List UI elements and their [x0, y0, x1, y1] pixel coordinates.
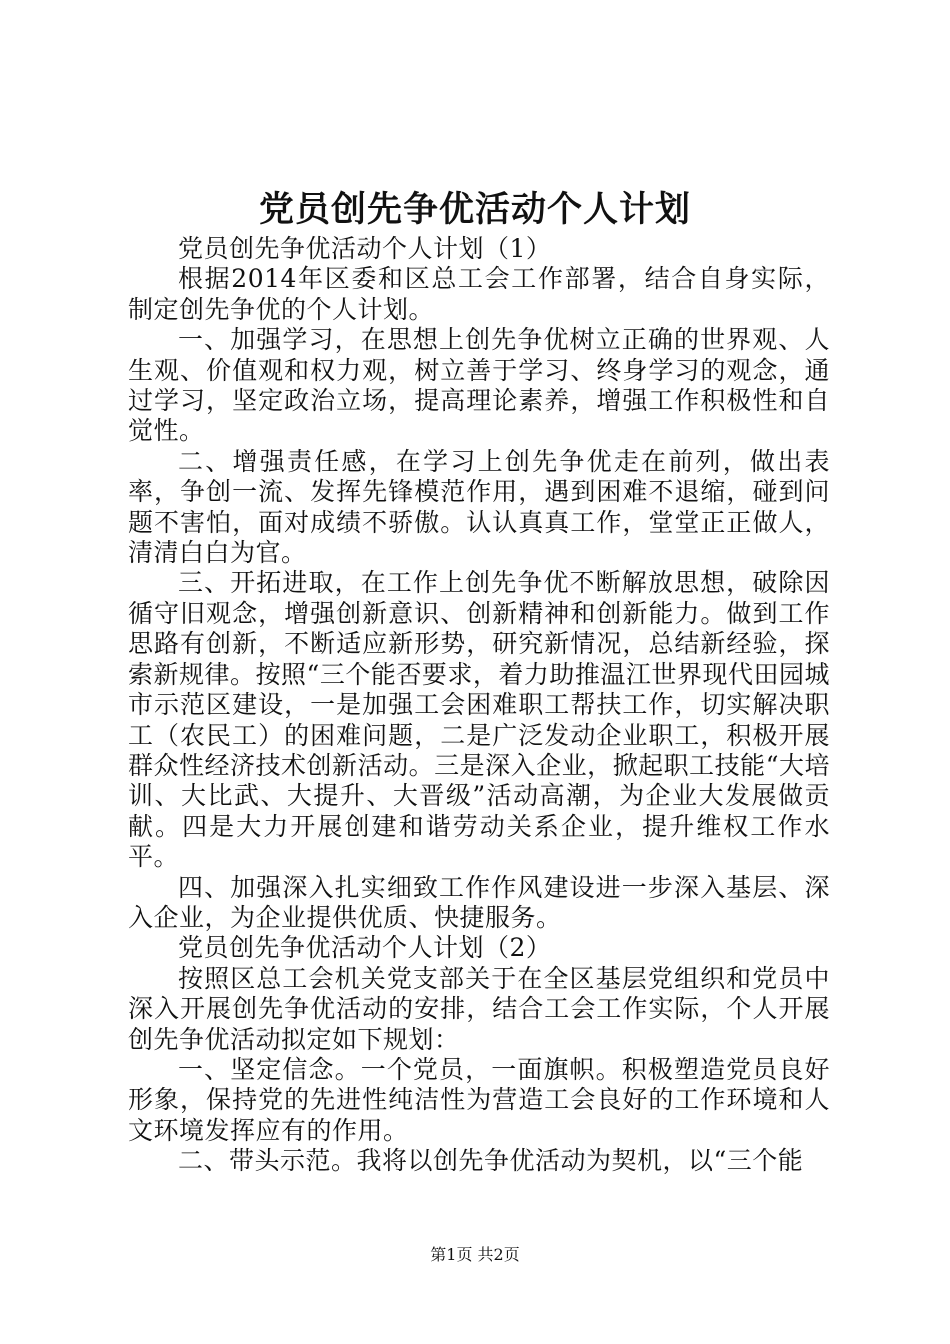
paragraph-point-2: 二、增强责任感，在学习上创先争优走在前列，做出表率，争创一流、发挥先锋模范作用，遇到困难不退缩，碰到问题不害怕，面对成绩不骄傲。认认真真工作，堂堂正正做人，清清白白为官。 [128, 446, 830, 568]
document-body [128, 234, 830, 1177]
paragraph-plan-2-heading: 党员创先争优活动个人计划（2） [178, 933, 552, 963]
paragraph-plan-1-heading: 党员创先争优活动个人计划（1） [178, 234, 552, 263]
paragraph-plan-2-point-1: 一、坚定信念。一个党员，一面旗帜。积极塑造党员良好形象，保持党的先进性纯洁性为营造工会良好的工作环境和人文环境发挥应有的作用。 [128, 1054, 830, 1145]
paragraph-plan-2-point-2: 二、带头示范。我将以创先争优活动为契机，以“三个能 [178, 1146, 804, 1176]
page-footer: 第1页 共2页 [430, 1245, 520, 1264]
paragraph-point-1: 一、加强学习，在思想上创先争优树立正确的世界观、人生观、价值观和权力观，树立善于学习、终身学习的观念，通过学习，坚定政治立场，提高理论素养，增强工作积极性和自觉性。 [128, 325, 830, 446]
paragraph-point-3: 三、开拓进取，在工作上创先争优不断解放思想，破除因循守旧观念，增强创新意识、创新精神和创新能力。做到工作思路有创新，不断适应新形势，研究新情况，总结新经验，探索新规律。按照“三个能否要求，着力助推温江世界现代田园城市示范区建设，一是加强工会困难职工帮扶工作，切实解决职工（农民工）的困难问题，二是广泛发动企业职工，积极开展群众性经济技术创新活动。三是深入企业，掀起职工技能“大培训、大比武、大提升、大晋级”活动高潮，为企业大发展做贡献。四是大力开展创建和谐劳动关系企业，提升维权工作水平。 [128, 568, 830, 872]
paragraph-point-4: 四、加强深入扎实细致工作作风建设进一步深入基层、深入企业，为企业提供优质、快捷服务。 [128, 872, 830, 932]
paragraph-intro: 根据2014年区委和区总工会工作部署，结合自身实际，制定创先争优的个人计划。 [128, 264, 830, 324]
document-title: 党员创先争优活动个人计划 [258, 189, 691, 230]
paragraph-plan-2-intro: 按照区总工会机关党支部关于在全区基层党组织和党员中深入开展创先争优活动的安排，结合工会工作实际，个人开展创先争优活动拟定如下规划： [128, 963, 830, 1054]
